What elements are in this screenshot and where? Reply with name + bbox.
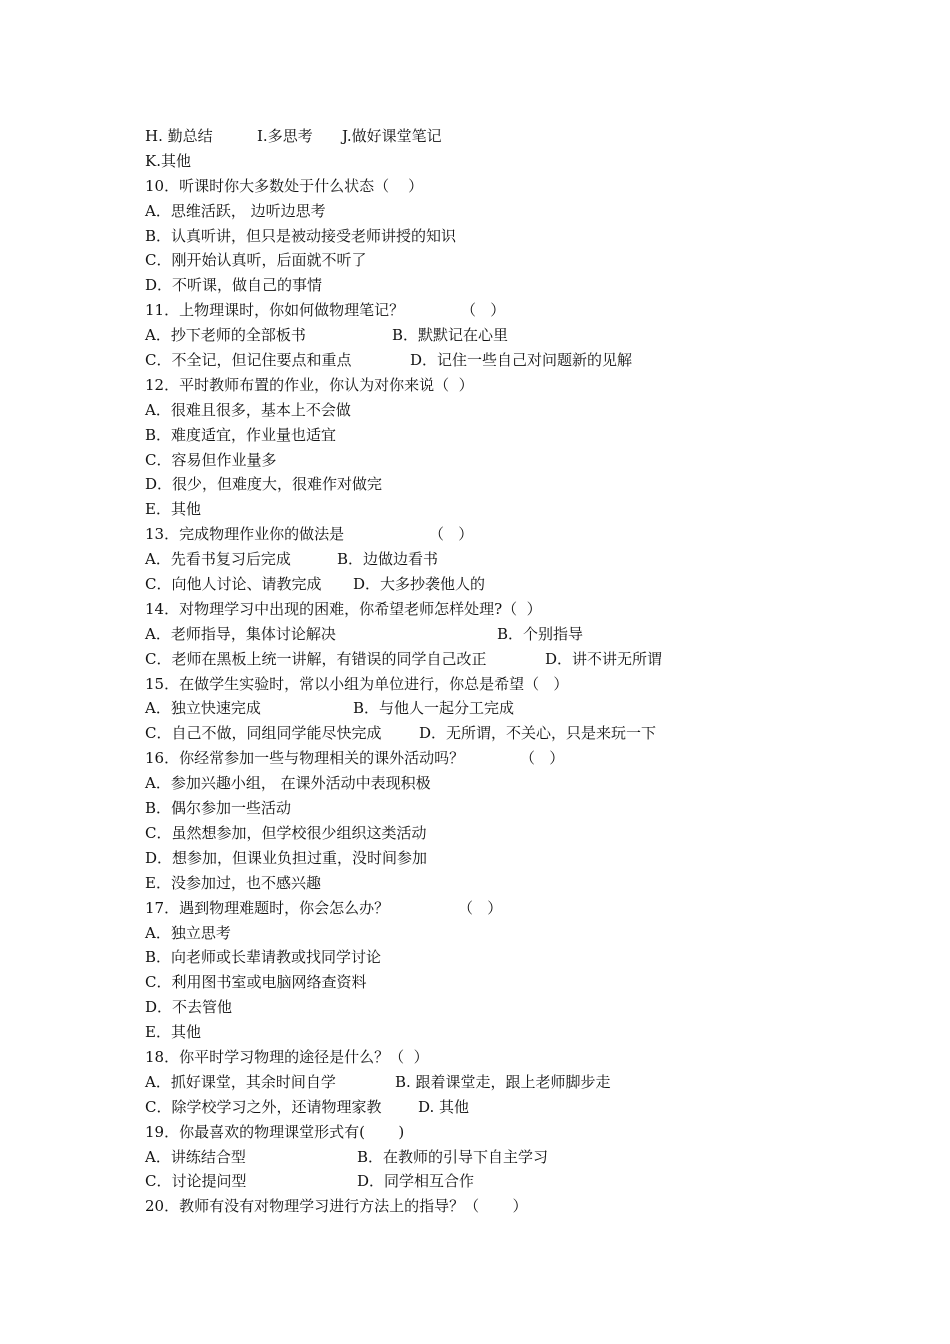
text-segment: J.做好课堂笔记 xyxy=(342,127,442,145)
text-line xyxy=(145,423,905,448)
text-line xyxy=(145,448,905,473)
text-segment: D．讲不讲无所谓 xyxy=(545,649,663,668)
text-line xyxy=(145,1194,905,1219)
text-segment: B．与他人一起分工完成 xyxy=(353,699,515,718)
text-segment: （ ） xyxy=(461,301,506,320)
text-line xyxy=(145,796,905,821)
text-line xyxy=(145,771,905,796)
text-segment: D．很少，但难度大，很难作对做完 xyxy=(145,475,383,494)
text-segment: I.多思考 xyxy=(257,127,313,145)
text-segment: A．讲练结合型 xyxy=(145,1147,246,1166)
text-segment: C．虽然想参加，但学校很少组织这类活动 xyxy=(145,823,427,842)
text-segment: E．其他 xyxy=(145,500,201,519)
text-line xyxy=(145,647,905,672)
text-segment: C．刚开始认真听，后面就不听了 xyxy=(145,251,367,270)
text-line xyxy=(145,1145,905,1170)
text-segment: 20．教师有没有对物理学习进行方法上的指导？（ ） xyxy=(145,1197,528,1216)
text-segment: A．独立快速完成 xyxy=(145,699,261,718)
text-line xyxy=(145,398,905,423)
text-segment: E．其他 xyxy=(145,1023,201,1042)
text-segment: C．讨论提问型 xyxy=(145,1172,247,1191)
text-segment: D．无所谓，不关心，只是来玩一下 xyxy=(419,724,657,743)
text-line xyxy=(145,149,905,174)
text-segment: （ ） xyxy=(458,898,503,917)
text-segment: K.其他 xyxy=(145,151,191,170)
text-line xyxy=(145,1020,905,1045)
text-segment: B．边做边看书 xyxy=(337,550,439,569)
text-segment: D．不去管他 xyxy=(145,998,233,1017)
text-segment: D．想参加，但课业负担过重，没时间参加 xyxy=(145,848,428,867)
text-segment: A．思维活跃， 边听边思考 xyxy=(145,201,326,220)
questionnaire-body xyxy=(145,124,905,1219)
text-line xyxy=(145,672,905,697)
text-line xyxy=(145,921,905,946)
text-line xyxy=(145,298,905,323)
text-line xyxy=(145,1095,905,1120)
text-line xyxy=(145,622,905,647)
text-segment: B．个别指导 xyxy=(497,624,584,643)
text-segment: 14．对物理学习中出现的困难，你希望老师怎样处理?（ ） xyxy=(145,599,542,618)
text-line xyxy=(145,348,905,373)
text-segment: B．默默记在心里 xyxy=(392,326,509,345)
text-line xyxy=(145,696,905,721)
text-line xyxy=(145,572,905,597)
text-segment: H. 勤总结 xyxy=(145,127,213,145)
text-segment: C．容易但作业量多 xyxy=(145,450,277,469)
text-segment: C．利用图书室或电脑网络查资料 xyxy=(145,973,367,992)
text-segment: 18．你平时学习物理的途径是什么？（ ） xyxy=(145,1047,429,1066)
text-line xyxy=(145,1070,905,1095)
text-segment: 19．你最喜欢的物理课堂形式有( ) xyxy=(145,1122,405,1141)
text-segment: 16．你经常参加一些与物理相关的课外活动吗？ xyxy=(145,749,465,768)
text-segment: C．向他人讨论、请教完成 xyxy=(145,575,322,594)
text-segment: B．难度适宜，作业量也适宜 xyxy=(145,425,337,444)
text-line xyxy=(145,721,905,746)
text-line xyxy=(145,124,905,149)
text-segment: A．先看书复习后完成 xyxy=(145,550,291,569)
text-line xyxy=(145,945,905,970)
text-segment: 13．完成物理作业你的做法是 xyxy=(145,525,345,544)
text-line xyxy=(145,1045,905,1070)
text-line xyxy=(145,846,905,871)
text-segment: 17．遇到物理难题时，你会怎么办？ xyxy=(145,898,390,917)
text-line xyxy=(145,174,905,199)
text-segment: C．老师在黑板上统一讲解，有错误的同学自己改正 xyxy=(145,649,487,668)
text-segment: B．认真听讲，但只是被动接受老师讲授的知识 xyxy=(145,226,457,245)
text-line xyxy=(145,224,905,249)
text-line xyxy=(145,1120,905,1145)
text-segment: D．同学相互合作 xyxy=(357,1172,475,1191)
text-segment: C．除学校学习之外，还请物理家教 xyxy=(145,1097,382,1116)
text-line xyxy=(145,323,905,348)
text-line xyxy=(145,746,905,771)
text-segment: B．在教师的引导下自主学习 xyxy=(357,1147,549,1166)
text-segment: A．老师指导，集体讨论解决 xyxy=(145,624,336,643)
text-line xyxy=(145,373,905,398)
text-line xyxy=(145,199,905,224)
text-segment: E．没参加过，也不感兴趣 xyxy=(145,873,321,892)
text-line xyxy=(145,821,905,846)
text-segment: A．很难且很多，基本上不会做 xyxy=(145,400,351,419)
text-line xyxy=(145,995,905,1020)
text-line xyxy=(145,896,905,921)
text-line xyxy=(145,871,905,896)
text-segment: （ ） xyxy=(520,749,565,768)
text-line xyxy=(145,472,905,497)
text-line xyxy=(145,248,905,273)
text-segment: （ ） xyxy=(429,525,474,544)
text-segment: A．独立思考 xyxy=(145,923,231,942)
text-line xyxy=(145,522,905,547)
text-line xyxy=(145,597,905,622)
text-line xyxy=(145,497,905,522)
text-segment: A．抓好课堂，其余时间自学 xyxy=(145,1072,336,1091)
text-segment: A．抄下老师的全部板书 xyxy=(145,326,306,345)
text-line xyxy=(145,970,905,995)
text-segment: 15．在做学生实验时，常以小组为单位进行，你总是希望（ ） xyxy=(145,674,569,693)
text-line xyxy=(145,273,905,298)
text-segment: D．记住一些自己对问题新的见解 xyxy=(410,351,633,370)
text-segment: 12．平时教师布置的作业，你认为对你来说（ ） xyxy=(145,375,474,394)
text-segment: B. 跟着课堂走，跟上老师脚步走 xyxy=(395,1072,611,1091)
text-segment: 10．听课时你大多数处于什么状态（ ） xyxy=(145,176,424,195)
text-segment: 11．上物理课时，你如何做物理笔记？ xyxy=(145,301,405,320)
text-segment: C．自己不做，同组同学能尽快完成 xyxy=(145,724,382,743)
text-segment: B．偶尔参加一些活动 xyxy=(145,799,292,818)
text-segment: D．大多抄袭他人的 xyxy=(353,575,486,594)
text-segment: D．不听课，做自己的事情 xyxy=(145,276,323,295)
text-segment: B．向老师或长辈请教或找同学讨论 xyxy=(145,948,382,967)
text-line xyxy=(145,547,905,572)
text-segment: A．参加兴趣小组， 在课外活动中表现积极 xyxy=(145,774,431,793)
text-segment: C．不全记，但记住要点和重点 xyxy=(145,351,352,370)
text-segment: D. 其他 xyxy=(418,1097,470,1116)
text-line xyxy=(145,1169,905,1194)
